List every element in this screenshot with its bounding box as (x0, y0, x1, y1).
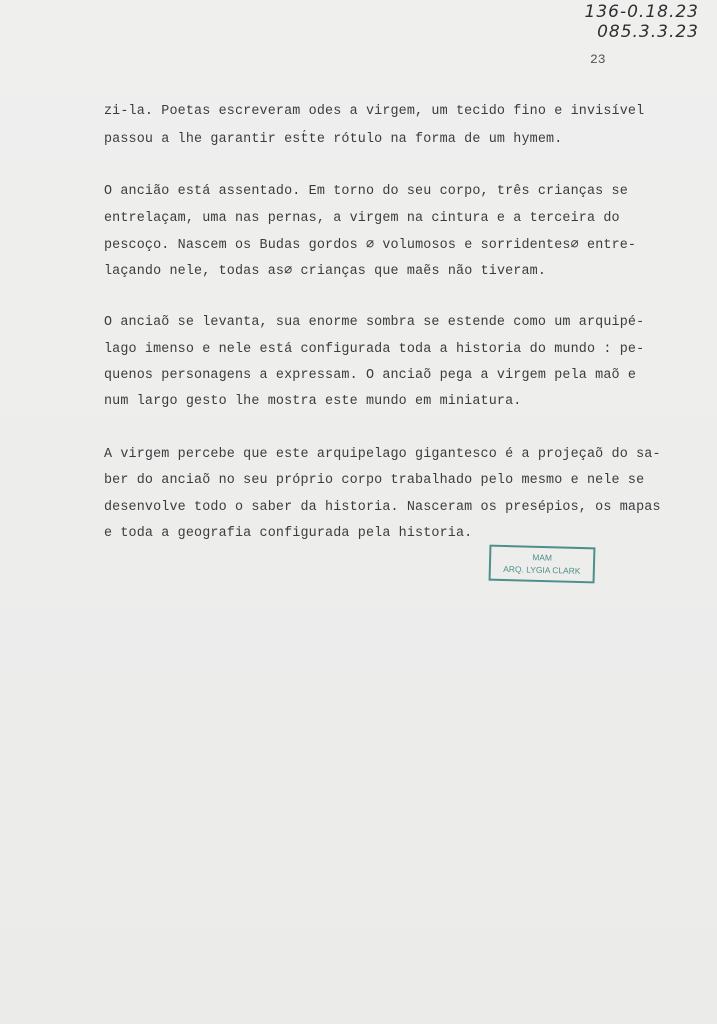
archive-code-2: 085.3.3.23 (597, 22, 699, 42)
text-line: ber do anciaõ no seu próprio corpo trabalhado pelo mesmo e nele se (104, 473, 645, 488)
text-line: passou a lhe garantir est́te rótulo na forma de um hymem. (104, 132, 563, 147)
text-line: quenos personagens a expressam. O anciaõ pega a virgem pela maõ e (104, 368, 637, 383)
svg-text:ARQ. LYGIA CLARK: ARQ. LYGIA CLARK (503, 563, 581, 576)
page-number: 23 (590, 52, 606, 67)
text-line: pescoço. Nascem os Budas gordos ∅ volumosos e sorridentes∅ entre- (104, 238, 637, 253)
archive-stamp-seal (491, 547, 594, 582)
svg-text:MAM: MAM (532, 552, 553, 563)
text-line: e toda a geografia configurada pela historia. (104, 526, 473, 541)
text-line: O anciaõ se levanta, sua enorme sombra se estende como um arquipé- (104, 315, 645, 330)
text-line: entrelaçam, uma nas pernas, a virgem na cintura e a terceira do (104, 211, 620, 226)
text-line: A virgem percebe que este arquipelago gigantesco é a projeçaõ do sa- (104, 447, 661, 462)
text-line: zi-la. Poetas escreveram odes a virgem, um tecido fino e invisível (104, 104, 645, 119)
text-line: laçando nele, todas as∅ crianças que maẽs não tiveram. (104, 264, 547, 279)
text-line: O ancião está assentado. Em torno do seu corpo, três crianças se (104, 184, 628, 199)
text-line: num largo gesto lhe mostra este mundo em miniatura. (104, 394, 522, 409)
archive-code-1: 136-0.18.23 (584, 2, 699, 22)
text-line: desenvolve todo o saber da historia. Nasceram os presépios, os mapas (104, 500, 661, 515)
archive-stamp (489, 545, 596, 584)
text-line: lago imenso e nele está configurada toda a historia do mundo : pe- (104, 342, 645, 357)
